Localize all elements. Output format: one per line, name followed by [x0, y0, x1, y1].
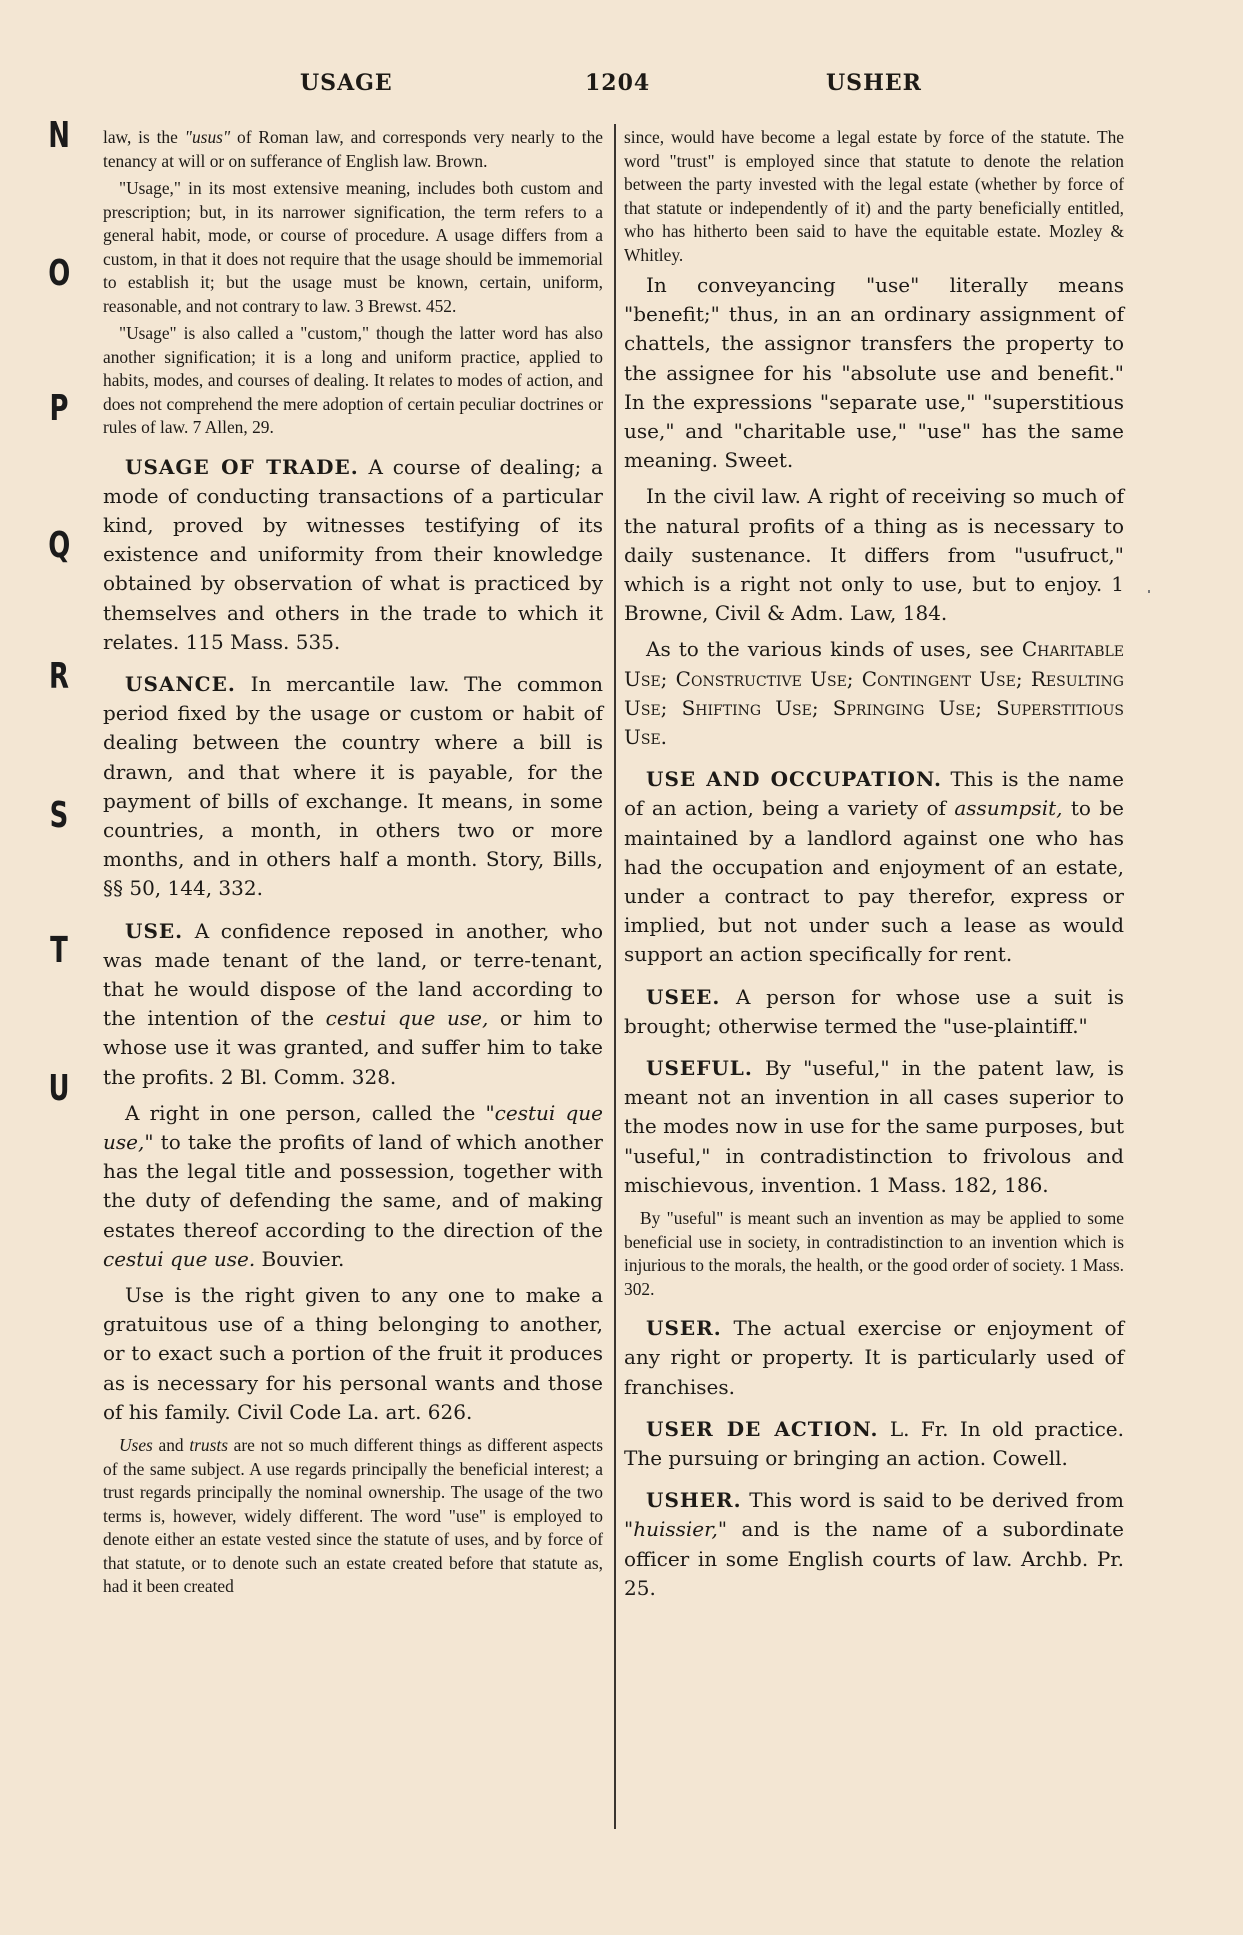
right-column [624, 126, 1124, 1610]
entry-use: USE. A confidence reposed in another, who was made tenant of the land, or terre-tenant, that he would dispose of the land according to the intention of the cestui que use, or him to whose use it was granted, and suffer him to take the profits. 2 Bl. Comm. 328. [103, 918, 603, 1089]
useful-note: By "useful" is meant such an invention as may be applied to some beneficial use in society, in contradistinction to an invention which is injurious to the morals, the health, or the good order of society. 1 Mass. 302. [624, 1208, 1124, 1299]
thumb-index-letter: Q [48, 525, 71, 566]
headword: USE. [125, 918, 184, 943]
entry-user-de-action: USER DE ACTION. L. Fr. In old practice. The pursuing or bringing an action. Cowell. [624, 1416, 1124, 1470]
headword: USEE. [646, 984, 721, 1009]
use-cross-reference: As to the various kinds of uses, see Charitable Use; Constructive Use; Contingent Use; Resulting Use; Shifting Use; Springing Use; Superstitious Use. [624, 637, 1124, 750]
usage-continued: law, is the "usus" of Roman law, and corresponds very nearly to the tenancy at will or on sufferance of English law. Brown. [103, 127, 603, 171]
use-paragraph: A right in one person, called the "cestui que use," to take the profits of land of which another has the legal title and possession, together with the duty of defending the same, and of making estates thereof according to the direction of the cestui que use. Bouvier. [103, 1100, 603, 1271]
headword: USAGE OF TRADE. [125, 454, 359, 479]
use-paragraph: In conveyancing "use" literally means "benefit;" thus, in an an ordinary assignment of chattels, the assignor transfers the property to the assignee for his "absolute use and benefit." In the expressions "separate use," "superstitious use," and "charitable use," "use" has the same meaning. Sweet. [624, 273, 1124, 473]
use-paragraph: In the civil law. A right of receiving so much of the natural profits of a thing as is necessary to daily sustenance. It differs from "usufruct," which is a right not only to use, but to enjoy. 1 Browne, Civil & Adm. Law, 184. [624, 484, 1124, 626]
entry-useful: USEFUL. By "useful," in the patent law, is meant not an invention in all cases superior to the modes now in use for the same purposes, but "useful," in contradistinction to frivolous and mischievous, invention. 1 Mass. 182, 186. [624, 1056, 1124, 1197]
entry-usage-of-trade: USAGE OF TRADE. A course of dealing; a mode of conducting transactions of a particular kind, proved by witnesses testifying of its existence and uniformity from their knowledge obtained by observation of what is practiced by themselves and others in the trade to which it relates. 115 Mass. 535. [103, 454, 603, 654]
headword: USE AND OCCUPATION. [646, 767, 942, 792]
entry-usher: USHER. This word is said to be derived from "huissier," and is the name of a subordinate officer in some English courts of law. Archb. Pr. 25. [624, 1488, 1124, 1600]
use-paragraph: Use is the right given to any one to make a gratuitous use of a thing belonging to another, or to exact such a portion of the fruit it produces as is necessary for his personal wants and those of his family. Civil Code La. art. 626. [103, 1282, 603, 1424]
left-column [103, 126, 603, 1603]
headword: USHER. [646, 1488, 742, 1513]
uses-trusts-note: Uses and trusts are not so much different things as different aspects of the same subject. A use regards principally the beneficial interest; a trust regards principally the nominal ownership. The usage of the two terms is, however, widely different. The word "use" is employed to denote either an estate vested since the statute of uses, and by force of that statute, or to denote such an estate created before that statute as, had it been created [103, 1435, 603, 1596]
headword: USER DE ACTION. [646, 1416, 879, 1441]
headword: USER. [646, 1316, 722, 1341]
header-first-word: USAGE [300, 70, 393, 96]
uses-trusts-note-continued: since, would have become a legal estate by force of the statute. The word "trust" is employed since that statute to denote the relation between the party invested with the legal estate (whether by force of that statute or independently of it) and the party beneficially entitled, who has hitherto been said to have the equitable estate. Mozley & Whitley. [624, 127, 1124, 265]
thumb-index-letter: O [48, 253, 71, 294]
thumb-index-letter: T [50, 930, 68, 971]
header-last-word: USHER [826, 70, 922, 96]
thumb-index-letter: N [48, 115, 70, 156]
thumb-index-letter: P [49, 388, 69, 429]
entry-usance: USANCE. In mercantile law. The common period fixed by the usage or custom or habit of dealing between the country where a bill is drawn, and that where it is payable, for the payment of bills of exchange. It means, in some countries, a month, in others two or more months, and in others half a month. Story, Bills, §§ 50, 144, 332. [103, 671, 603, 901]
running-header [0, 70, 1243, 100]
entry-use-and-occupation: USE AND OCCUPATION. This is the name of an action, being a variety of assumpsit, to be maintained by a landlord against one who has had the occupation and enjoyment of an estate, under a contract to pay therefor, express or implied, but not under such a lease as would support an action specifically for rent. [624, 767, 1124, 967]
thumb-index-letter: R [49, 656, 69, 697]
headword: USEFUL. [646, 1056, 753, 1081]
headword: USANCE. [125, 671, 236, 696]
entry-user: USER. The actual exercise or enjoyment of any right or property. It is particularly used of franchises. [624, 1316, 1124, 1399]
column-divider [614, 124, 616, 1829]
page-number: 1204 [585, 70, 651, 96]
entry-usee: USEE. A person for whose use a suit is brought; otherwise termed the "use-plaintiff." [624, 984, 1124, 1038]
thumb-index-letter: S [49, 795, 69, 836]
page-speck [1148, 590, 1150, 593]
usage-paragraph: "Usage," in its most extensive meaning, includes both custom and prescription; but, in its narrower signification, the term refers to a general habit, mode, or course of procedure. A usage differs from a custom, in that it does not require that the usage should be immemorial to establish it; but the usage must be known, certain, uniform, reasonable, and not contrary to law. 3 Brewst. 452. [103, 178, 603, 316]
thumb-index-letter: U [48, 1068, 70, 1109]
usage-paragraph: "Usage" is also called a "custom," though the latter word has also another signification; it is a long and uniform practice, applied to habits, modes, and courses of dealing. It relates to modes of action, and does not comprehend the mere adoption of certain peculiar doctrines or rules of law. 7 Allen, 29. [103, 323, 603, 437]
